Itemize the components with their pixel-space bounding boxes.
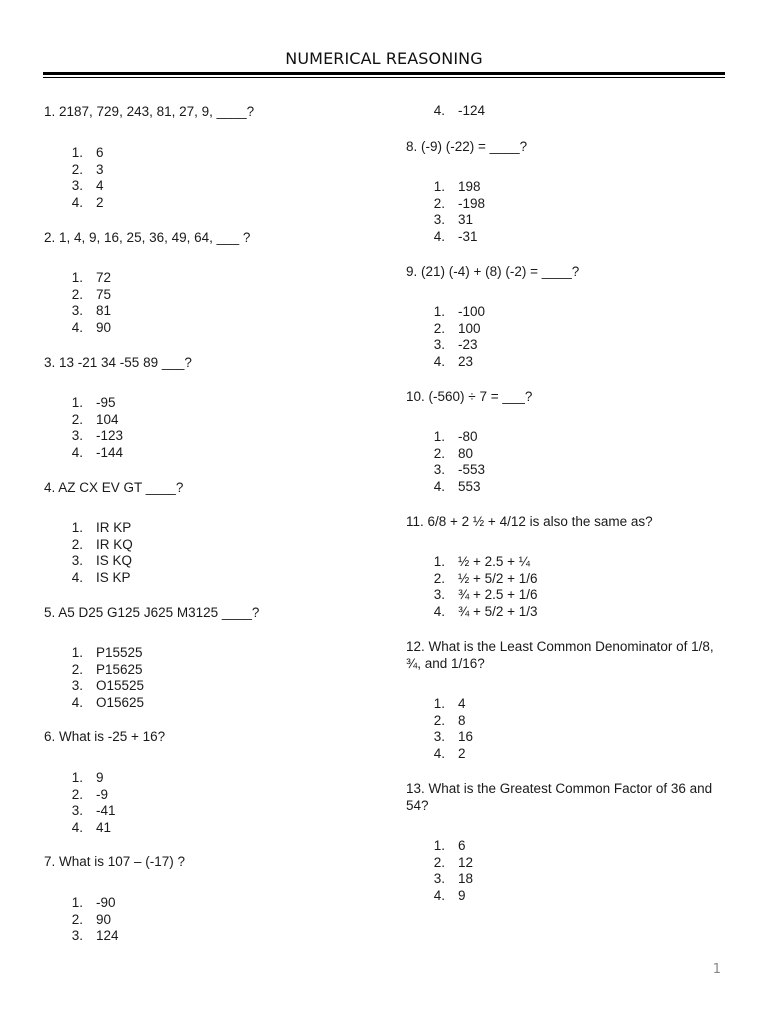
option-number: 1. (71, 395, 83, 410)
option-number: 2. (433, 570, 445, 586)
answer-option (420, 729, 473, 746)
option-value: O15525 (96, 678, 145, 694)
option-value: -9 (96, 786, 109, 802)
option-number: 4. (71, 320, 83, 336)
option-number: 1. (433, 696, 445, 711)
option-value: 104 (96, 411, 119, 427)
option-value: 8 (458, 712, 466, 728)
option-value: -553 (458, 462, 486, 478)
question-text: 8. (-9) (-22) = ____? (406, 139, 528, 154)
option-number: 4. (433, 888, 445, 904)
question-text: 2. 1, 4, 9, 16, 25, 36, 49, 64, ___ ? (44, 230, 251, 245)
option-number: 4. (433, 604, 445, 620)
option-number: 3. (433, 587, 445, 603)
answer-option (420, 462, 485, 479)
option-number: 4. (433, 229, 445, 245)
option-value: 9 (96, 770, 104, 785)
option-number: 3. (71, 178, 83, 194)
title-rule-thin (43, 77, 725, 78)
answer-options (420, 838, 473, 905)
answer-option (58, 570, 133, 587)
page-number: 1 (712, 962, 721, 977)
page-title: NUMERICAL REASONING (285, 49, 483, 68)
answer-option (420, 587, 538, 604)
option-number: 2. (71, 161, 83, 177)
answer-options (58, 145, 104, 212)
option-value: 4 (458, 696, 466, 711)
option-number: 3. (433, 729, 445, 745)
answer-option (420, 446, 485, 463)
answer-option (420, 196, 485, 213)
option-value: IR KQ (96, 536, 133, 552)
option-value: -41 (96, 803, 116, 819)
answer-option (58, 303, 111, 320)
option-number: 4. (433, 354, 445, 370)
option-value: 6 (96, 145, 104, 160)
answer-option (420, 838, 473, 855)
option-number: 4. (71, 570, 83, 586)
option-value: 198 (458, 179, 481, 194)
option-number: 1. (433, 429, 445, 444)
answer-option (420, 354, 485, 371)
option-number: 1. (433, 304, 445, 319)
answer-option (420, 229, 485, 246)
question-text: 4. AZ CX EV GT ____? (44, 480, 184, 495)
answer-options (420, 554, 538, 621)
option-value: 2 (96, 195, 104, 211)
answer-options (58, 395, 123, 462)
answer-option (420, 888, 473, 905)
option-value: -80 (458, 429, 478, 444)
answer-options (420, 429, 485, 496)
answer-options (58, 770, 116, 837)
answer-options (58, 520, 133, 587)
answer-options (420, 103, 485, 120)
answer-option (420, 479, 485, 496)
answer-option (420, 746, 473, 763)
answer-option (420, 855, 473, 872)
option-number: 1. (71, 895, 83, 910)
option-value: IS KP (96, 570, 131, 586)
option-value: O15625 (96, 695, 145, 711)
option-number: 3. (71, 303, 83, 319)
option-number: 2. (71, 911, 83, 927)
answer-option (58, 270, 111, 287)
option-value: -23 (458, 337, 478, 353)
option-value: 23 (458, 354, 474, 370)
option-value: 90 (96, 320, 112, 336)
option-number: 4. (433, 103, 445, 118)
option-value: 553 (458, 479, 481, 495)
question-text: 7. What is 107 – (-17) ? (44, 854, 186, 869)
option-value: 16 (458, 729, 474, 745)
answer-option (58, 412, 123, 429)
answer-options (420, 696, 473, 763)
answer-options (420, 304, 485, 371)
answer-option (58, 395, 123, 412)
option-value: 18 (458, 871, 474, 887)
option-number: 3. (71, 803, 83, 819)
option-number: 2. (433, 320, 445, 336)
option-number: 1. (433, 838, 445, 853)
option-number: 4. (433, 479, 445, 495)
question-text: 1. 2187, 729, 243, 81, 27, 9, ____? (44, 104, 255, 119)
option-value: 31 (458, 212, 474, 228)
answer-option (58, 445, 123, 462)
option-value: ¾ + 2.5 + 1/6 (458, 587, 538, 603)
option-value: 3 (96, 161, 104, 177)
answer-option (58, 428, 123, 445)
answer-option (58, 770, 116, 787)
option-value: 41 (96, 820, 112, 836)
answer-option (420, 713, 473, 730)
option-number: 3. (433, 337, 445, 353)
option-value: -31 (458, 229, 478, 245)
option-number: 2. (433, 445, 445, 461)
option-number: 4. (71, 195, 83, 211)
answer-option (58, 162, 104, 179)
option-value: 80 (458, 445, 474, 461)
question-text: 11. 6/8 + 2 ½ + 4/12 is also the same as? (406, 514, 653, 529)
option-value: -95 (96, 395, 116, 410)
option-number: 3. (71, 428, 83, 444)
answer-option (58, 537, 133, 554)
option-value: -198 (458, 195, 486, 211)
option-value: 4 (96, 178, 104, 194)
option-number: 1. (433, 179, 445, 194)
option-number: 3. (433, 462, 445, 478)
answer-option (420, 337, 485, 354)
answer-option (420, 304, 485, 321)
option-number: 2. (433, 195, 445, 211)
option-value: 90 (96, 911, 112, 927)
option-number: 3. (71, 553, 83, 569)
option-value: -90 (96, 895, 116, 910)
answer-option (420, 571, 538, 588)
option-value: P15525 (96, 645, 143, 660)
option-number: 4. (71, 820, 83, 836)
answer-option (58, 820, 116, 837)
option-value: 100 (458, 320, 481, 336)
option-number: 2. (71, 411, 83, 427)
answer-option (420, 321, 485, 338)
question-text: 9. (21) (-4) + (8) (-2) = ____? (406, 264, 580, 279)
option-value: ½ + 5/2 + 1/6 (458, 570, 538, 586)
answer-options (58, 645, 144, 712)
option-number: 2. (433, 854, 445, 870)
option-number: 3. (71, 678, 83, 694)
option-value: 75 (96, 286, 112, 302)
option-value: IS KQ (96, 553, 133, 569)
answer-option (58, 895, 119, 912)
option-value: -144 (96, 445, 124, 461)
option-number: 3. (433, 871, 445, 887)
answer-options (58, 270, 111, 337)
option-number: 2. (433, 712, 445, 728)
answer-option (420, 604, 538, 621)
answer-option (58, 787, 116, 804)
question-text: 5. A5 D25 G125 J625 M3125 ____? (44, 605, 260, 620)
answer-option (58, 645, 144, 662)
question-text: 3. 13 -21 34 -55 89 ___? (44, 355, 192, 370)
option-number: 3. (71, 928, 83, 944)
answer-option (58, 178, 104, 195)
answer-option (58, 678, 144, 695)
option-number: 1. (71, 645, 83, 660)
answer-option (58, 195, 104, 212)
option-number: 2. (71, 536, 83, 552)
option-value: 6 (458, 838, 466, 853)
question-text: 6. What is -25 + 16? (44, 729, 166, 744)
answer-option (420, 871, 473, 888)
answer-option (420, 179, 485, 196)
option-number: 1. (71, 770, 83, 785)
answer-option (420, 696, 473, 713)
option-number: 4. (71, 445, 83, 461)
option-number: 2. (71, 786, 83, 802)
option-number: 1. (71, 145, 83, 160)
question-text: 10. (-560) ÷ 7 = ___? (406, 389, 533, 404)
option-value: 81 (96, 303, 112, 319)
option-value: ¾ + 5/2 + 1/3 (458, 604, 538, 620)
option-number: 1. (433, 554, 445, 569)
answer-option (58, 145, 104, 162)
title-rule-thick (43, 72, 725, 75)
answer-option (58, 803, 116, 820)
answer-option (420, 429, 485, 446)
question-text: 13. What is the Greatest Common Factor of 36 and 54? (406, 781, 713, 813)
answer-option (58, 320, 111, 337)
option-value: 72 (96, 270, 112, 285)
option-value: -124 (458, 103, 486, 118)
answer-option (420, 554, 538, 571)
option-number: 4. (433, 746, 445, 762)
option-number: 2. (71, 286, 83, 302)
answer-option (420, 212, 485, 229)
option-number: 4. (71, 695, 83, 711)
answer-option (58, 520, 133, 537)
option-number: 2. (71, 661, 83, 677)
question-text: 12. What is the Least Common Denominator of 1/8, ¾, and 1/16? (406, 639, 714, 671)
option-value: -100 (458, 304, 486, 319)
answer-option (58, 662, 144, 679)
option-value: -123 (96, 428, 124, 444)
answer-options (420, 179, 485, 246)
option-number: 1. (71, 520, 83, 535)
option-value: 2 (458, 746, 466, 762)
option-number: 1. (71, 270, 83, 285)
answer-option (58, 553, 133, 570)
option-value: 12 (458, 854, 474, 870)
option-value: IR KP (96, 520, 132, 535)
answer-options (58, 895, 119, 945)
answer-option (420, 103, 485, 120)
answer-option (58, 912, 119, 929)
answer-option (58, 695, 144, 712)
option-value: 124 (96, 928, 119, 944)
answer-option (58, 287, 111, 304)
option-number: 3. (433, 212, 445, 228)
option-value: P15625 (96, 661, 143, 677)
answer-option (58, 928, 119, 945)
option-value: 9 (458, 888, 466, 904)
option-value: ½ + 2.5 + ¼ (458, 554, 531, 569)
